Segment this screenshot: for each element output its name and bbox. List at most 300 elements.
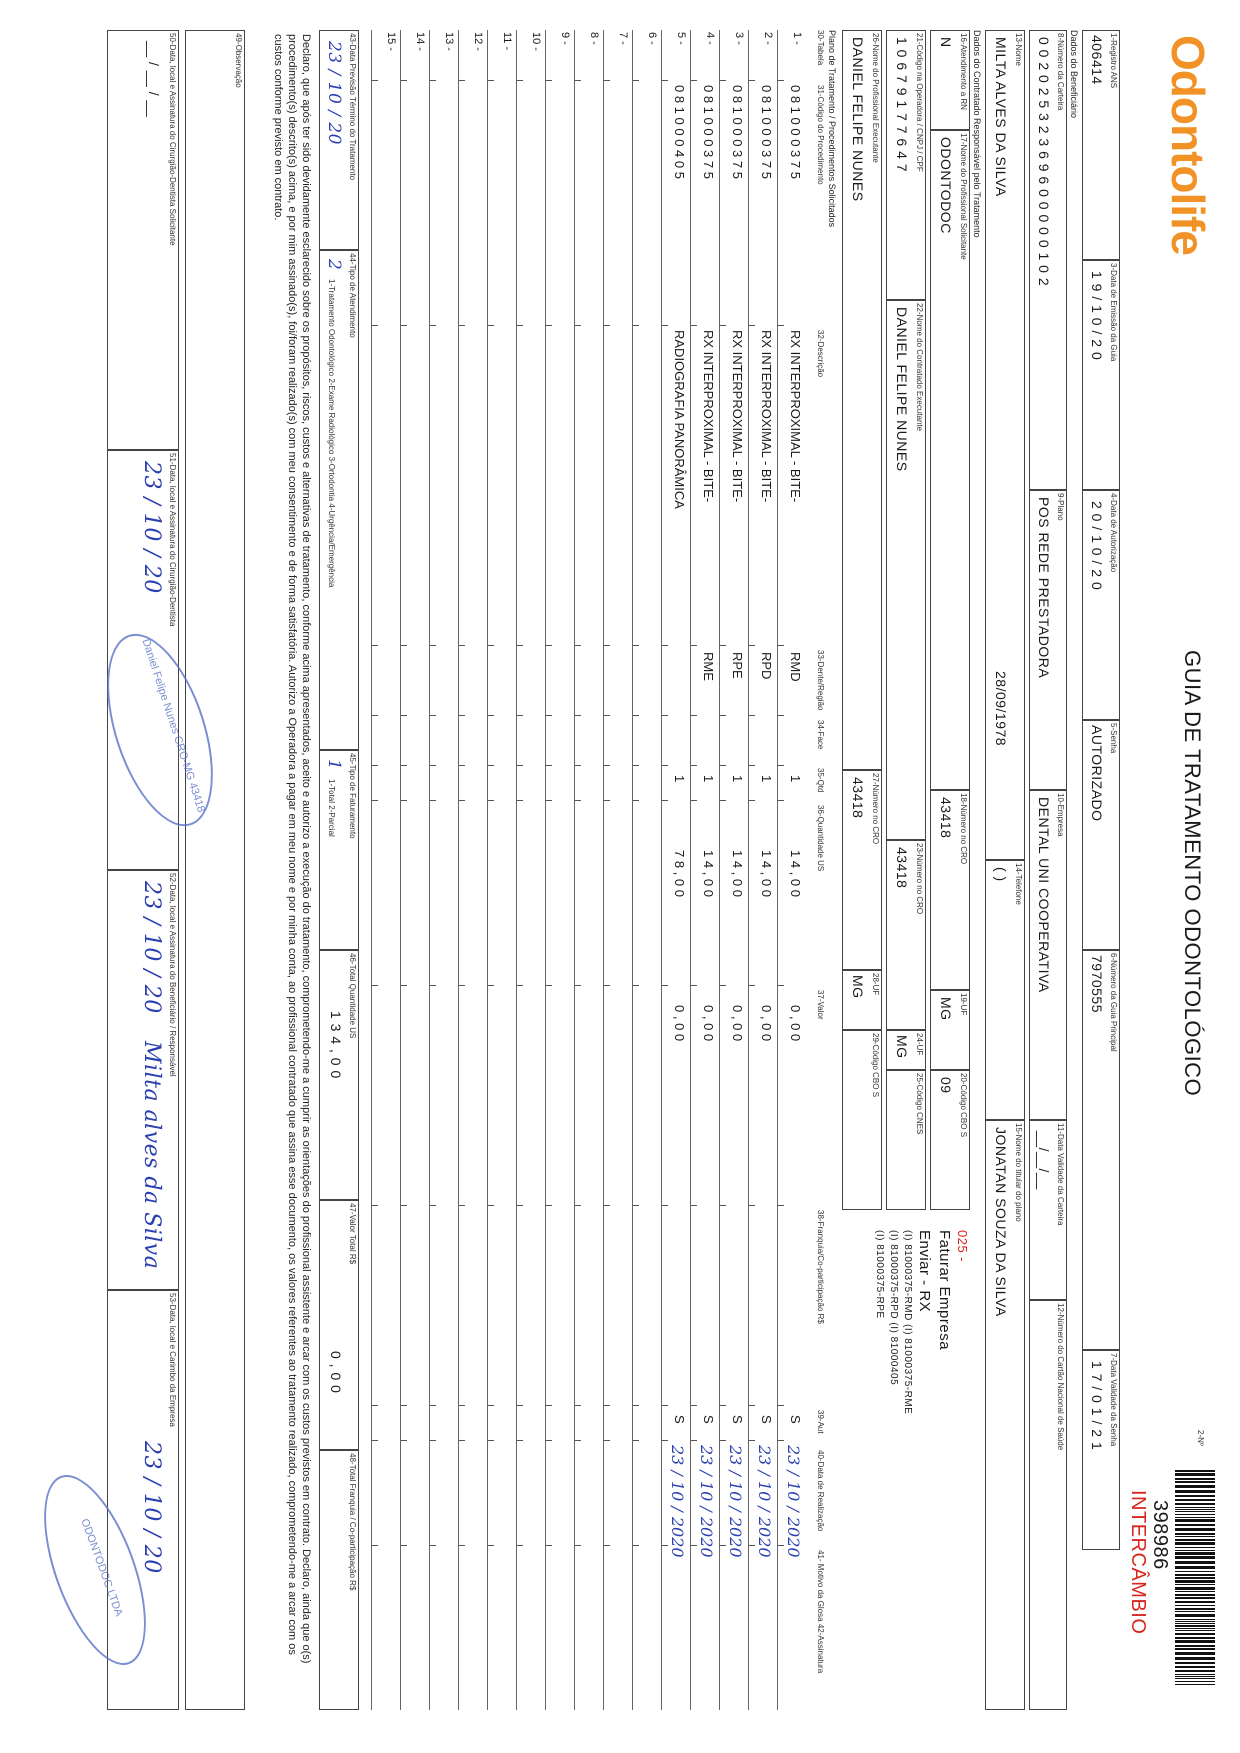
row-number: 14 -	[414, 32, 426, 51]
barcode-bar	[1175, 1574, 1215, 1576]
column-tick	[778, 1405, 784, 1406]
column-tick	[720, 800, 726, 801]
data-emissao-label: 3-Data de Emissão da Guia	[1109, 263, 1118, 362]
validade-senha-box	[1082, 1350, 1120, 1550]
profissional-solicitante-value: ODONTODOC	[938, 137, 954, 234]
column-tick	[691, 1205, 697, 1206]
column-tick	[546, 985, 552, 986]
data-nascimento: 28/09/1978	[993, 671, 1009, 747]
column-tick	[459, 1545, 465, 1546]
termino-box	[319, 30, 359, 250]
barcode-bar	[1175, 1684, 1215, 1685]
column-tick	[720, 645, 726, 646]
column-tick	[517, 985, 523, 986]
barcode	[1175, 1470, 1215, 1690]
column-tick	[430, 765, 436, 766]
cbo-solicitante-box	[930, 1070, 970, 1210]
cell-data: 23 / 10 / 2020	[784, 1445, 803, 1558]
termino-label: 43-Data Previsão Término do Tratamento	[348, 33, 357, 181]
validade-carteira-box	[1029, 1120, 1067, 1300]
barcode-bar	[1175, 1509, 1215, 1510]
barcode-bar	[1175, 1473, 1215, 1476]
column-tick	[459, 80, 465, 81]
barcode-bar	[1175, 1550, 1215, 1551]
barcode-bar	[1175, 1681, 1215, 1682]
column-tick	[662, 1205, 668, 1206]
column-tick	[459, 765, 465, 766]
column-tick	[749, 985, 755, 986]
barcode-bar	[1175, 1566, 1215, 1569]
column-tick	[401, 80, 407, 81]
column-tick	[633, 715, 639, 716]
cartao-nacional-label: 12-Número do Cartão Nacional de Saúde	[1056, 1303, 1065, 1451]
cell-aut: S	[701, 1415, 716, 1424]
column-tick	[633, 1405, 639, 1406]
uf-contratado-value: MG	[894, 1035, 910, 1059]
column-tick	[372, 715, 378, 716]
column-tick	[604, 800, 610, 801]
declaration-text: Declaro, que após ter sido devidamente esclarecido sobre os propósitos, riscos, custos e alternativas de tratamento, conforme acima apresentados, aceito e autorizo a execução do tratamento, comprometendo-me a cumprir as orientações do profissional assistente e arcar com os custos previstos em contrato. Declaro, ainda que o(s) procedimento(s) descrito(s) acima, e por mim assinado(s), foi/foram realizado(s) com meu consentimento e de forma satisfatória. Autorizo a Operadora a pagar em meu nome e por minha conta, ao profissional contratado que assina esse documento, os valores referentes ao tratamento realizado, comprometendo-me a arcar com os custos conforme previsto em contrato.	[272, 34, 312, 1664]
procedures-table	[367, 30, 807, 1710]
column-tick	[430, 985, 436, 986]
column-tick	[517, 800, 523, 801]
column-tick	[575, 1545, 581, 1546]
column-tick	[749, 765, 755, 766]
column-tick	[662, 645, 668, 646]
valor-total-value: 0 , 0 0	[328, 1351, 344, 1394]
column-tick	[488, 1405, 494, 1406]
column-tick	[372, 1545, 378, 1546]
column-tick	[372, 985, 378, 986]
column-tick	[517, 1440, 523, 1441]
barcode-bar	[1175, 1670, 1215, 1672]
row-number: 13 -	[443, 32, 455, 51]
profissional-executante-label: 26-Nome do Profissional Executante	[871, 33, 880, 163]
table-row	[400, 30, 430, 1710]
column-tick	[575, 80, 581, 81]
column-tick	[546, 1205, 552, 1206]
contratado-executante-label: 22-Nome do Contratado Executante	[915, 303, 924, 432]
column-tick	[749, 1440, 755, 1441]
column-tick	[546, 715, 552, 716]
barcode-bar	[1175, 1662, 1215, 1664]
barcode-bar	[1175, 1633, 1215, 1635]
tipo-atendimento-options: 1-Tratamento Odontológico 2-Exame Radiológico 3-Ortodontia 4-Urgência/Emergência	[327, 279, 336, 588]
codigo-operadora-box	[886, 30, 926, 300]
column-tick	[720, 765, 726, 766]
uf-executante-box	[842, 970, 882, 1030]
th-qtd-us: 36-Quantidade US	[816, 805, 825, 872]
profissional-executante-value: DANIEL FELIPE NUNES	[850, 37, 866, 202]
th-motivo-assinatura: 41- Motivo da Glosa 42-Assinatura	[816, 1550, 825, 1674]
assinatura-solicitante-label: 50-Data, local e Assinatura do Cirurgião-Dentista Solicitante	[168, 33, 177, 246]
barcode-bar	[1175, 1630, 1215, 1631]
column-tick	[430, 1545, 436, 1546]
column-tick	[401, 765, 407, 766]
table-row	[632, 30, 662, 1710]
copy-number-label: 2-Nº	[1196, 1430, 1205, 1446]
barcode-bar	[1175, 1605, 1215, 1606]
cbo-executante-box	[842, 1030, 882, 1210]
column-tick	[430, 325, 436, 326]
barcode-bar	[1175, 1601, 1215, 1603]
empresa-box	[1029, 790, 1067, 1120]
barcode-bar	[1175, 1533, 1215, 1535]
th-descricao: 32-Descrição	[816, 330, 825, 378]
barcode-bar	[1175, 1648, 1215, 1650]
column-tick	[401, 985, 407, 986]
column-tick	[575, 715, 581, 716]
th-aut: 39-Aut	[816, 1410, 825, 1434]
atendimento-rn-label: 16-Atendimento a RN	[959, 33, 968, 110]
cell-descricao: RX INTERPROXIMAL - BITE-	[701, 330, 716, 503]
cell-qtd: 1	[672, 775, 687, 783]
column-tick	[691, 80, 697, 81]
cell-aut: S	[788, 1415, 803, 1424]
column-tick	[604, 1545, 610, 1546]
column-tick	[401, 1545, 407, 1546]
barcode-bar	[1175, 1514, 1215, 1515]
cro-solicitante-box	[930, 790, 970, 990]
uf-solicitante-value: MG	[938, 997, 954, 1021]
column-tick	[517, 1545, 523, 1546]
senha-label: 5-Senha	[1109, 723, 1118, 754]
column-tick	[604, 765, 610, 766]
profissional-solicitante-label: 17-Nome do Profissional Solicitante	[959, 133, 968, 260]
barcode-bar	[1175, 1597, 1215, 1599]
cell-valor: 0 , 0 0	[701, 1005, 716, 1042]
column-tick	[633, 325, 639, 326]
column-tick	[778, 645, 784, 646]
cell-codigo: 0 8 1 0 0 0 3 7 5	[701, 85, 716, 179]
atendimento-rn-value: N	[938, 37, 954, 48]
column-tick	[575, 1440, 581, 1441]
column-tick	[662, 800, 668, 801]
column-tick	[401, 645, 407, 646]
data-autorizacao-box	[1082, 490, 1120, 720]
guia-principal-box	[1082, 950, 1120, 1350]
column-tick	[604, 715, 610, 716]
column-tick	[517, 325, 523, 326]
cell-dente: RME	[701, 652, 716, 681]
column-tick	[488, 1545, 494, 1546]
barcode-bar	[1175, 1536, 1215, 1537]
column-tick	[633, 645, 639, 646]
total-us-value: 1 3 4 , 0 0	[328, 1011, 344, 1079]
uf-solicitante-label: 19-UF	[959, 993, 968, 1016]
profissional-solicitante-box	[930, 130, 970, 790]
column-tick	[372, 1440, 378, 1441]
numero-carteira-value: 0 0 2 0 2 5 3 2 3 6 9 6 0 0 0 0 0 1 0 2	[1036, 37, 1052, 287]
column-tick	[517, 765, 523, 766]
cell-qtd-us: 1 4 , 0 0	[730, 850, 745, 897]
guia-principal-label: 6-Número da Guia Principal	[1109, 953, 1118, 1052]
barcode-bar	[1175, 1678, 1215, 1679]
table-row	[371, 30, 401, 1710]
barcode-bar	[1175, 1584, 1215, 1585]
odontolife-logo	[1161, 35, 1215, 255]
cell-qtd: 1	[759, 775, 774, 783]
barcode-bar	[1175, 1561, 1215, 1564]
titular-label: 15-Nome do titular do plano	[1014, 1123, 1023, 1222]
uf-executante-value: MG	[850, 975, 866, 999]
column-tick	[401, 1205, 407, 1206]
barcode-bar	[1175, 1517, 1215, 1518]
barcode-bar	[1175, 1499, 1215, 1501]
column-tick	[662, 985, 668, 986]
barcode-bar	[1175, 1542, 1215, 1545]
cell-descricao: RX INTERPROXIMAL - BITE-	[788, 330, 803, 503]
assinatura-solicitante-box	[107, 30, 179, 450]
column-tick	[401, 325, 407, 326]
table-row	[487, 30, 517, 1710]
column-tick	[720, 1405, 726, 1406]
column-tick	[633, 765, 639, 766]
column-tick	[546, 645, 552, 646]
plano-box	[1029, 490, 1067, 790]
th-data-realizacao: 40-Data de Realização	[816, 1450, 825, 1532]
tipo-faturamento-options: 1-Total 2-Parcial	[327, 779, 336, 837]
codigo-operadora-value: 1 0 6 7 9 1 7 7 6 4 7	[894, 37, 910, 173]
cbo-executante-label: 29-Código CBO S	[871, 1033, 880, 1098]
column-tick	[749, 715, 755, 716]
column-tick	[633, 80, 639, 81]
barcode-bar	[1175, 1587, 1215, 1590]
note-line-5: (I) 81000375-RPE	[874, 1230, 885, 1319]
column-tick	[633, 1205, 639, 1206]
column-tick	[575, 325, 581, 326]
cro-executante-label: 27-Número no CRO	[871, 773, 880, 845]
barcode-bar	[1175, 1552, 1215, 1555]
senha-value: AUTORIZADO	[1089, 725, 1105, 822]
registro-ans-label: 1-Registro ANS	[1109, 33, 1118, 89]
barcode-bar	[1175, 1470, 1215, 1472]
cell-codigo: 0 8 1 0 0 0 3 7 5	[759, 85, 774, 179]
column-tick	[459, 715, 465, 716]
table-row	[545, 30, 575, 1710]
column-tick	[517, 715, 523, 716]
telefone-box	[985, 860, 1025, 1120]
row-number: 10 -	[530, 32, 542, 51]
observacao-box	[185, 30, 245, 1710]
column-tick	[604, 985, 610, 986]
column-tick	[662, 325, 668, 326]
column-tick	[517, 645, 523, 646]
column-tick	[517, 1405, 523, 1406]
row-number: 7 -	[617, 32, 629, 45]
column-tick	[546, 800, 552, 801]
column-tick	[691, 1440, 697, 1441]
guia-principal-value: 7970555	[1089, 955, 1105, 1014]
column-tick	[546, 1545, 552, 1546]
logo-text: Odontolife	[1162, 35, 1214, 255]
column-tick	[546, 765, 552, 766]
cell-dente: RPE	[730, 652, 745, 679]
th-tabela: 30-Tabela	[816, 30, 825, 66]
column-tick	[604, 645, 610, 646]
column-tick	[430, 80, 436, 81]
assinatura-beneficiario-box	[107, 870, 179, 1290]
cell-valor: 0 , 0 0	[730, 1005, 745, 1042]
column-tick	[662, 1440, 668, 1441]
cell-qtd-us: 1 4 , 0 0	[701, 850, 716, 897]
column-tick	[778, 1545, 784, 1546]
carimbo-empresa-date: 23 / 10 / 20	[139, 1441, 164, 1574]
column-tick	[488, 800, 494, 801]
cell-aut: S	[730, 1415, 745, 1424]
codigo-operadora-label: 21-Código na Operadora / CNPJ / CPF	[915, 33, 924, 172]
cell-qtd: 1	[730, 775, 745, 783]
barcode-bar	[1175, 1608, 1215, 1610]
column-tick	[778, 800, 784, 801]
registro-ans-box	[1082, 30, 1120, 260]
column-tick	[430, 645, 436, 646]
barcode-bar	[1175, 1556, 1215, 1559]
barcode-bar	[1175, 1628, 1215, 1629]
total-us-box	[319, 950, 359, 1200]
column-tick	[778, 1205, 784, 1206]
termino-value: 23 / 10 / 20	[324, 41, 344, 145]
valor-total-box	[319, 1200, 359, 1450]
column-tick	[778, 985, 784, 986]
dentist-stamp-text: Daniel Felipe Nunes CRO-MG 43418	[139, 637, 208, 814]
uf-executante-label: 28-UF	[871, 973, 880, 996]
th-valor: 37-Valor	[816, 990, 825, 1020]
cell-descricao: RX INTERPROXIMAL - BITE-	[759, 330, 774, 503]
tipo-atendimento-box	[319, 250, 359, 750]
column-tick	[575, 800, 581, 801]
titular-box	[985, 1120, 1025, 1710]
row-number: 11 -	[501, 32, 513, 51]
column-tick	[604, 1405, 610, 1406]
cell-qtd-us: 1 4 , 0 0	[759, 850, 774, 897]
empresa-label: 10-Empresa	[1056, 793, 1065, 837]
cell-dente: RPD	[759, 652, 774, 680]
column-tick	[662, 80, 668, 81]
barcode-bar	[1175, 1640, 1215, 1643]
row-number: 15 -	[385, 32, 397, 51]
validade-senha-label: 7-Data Validade da Senha	[1109, 1353, 1118, 1447]
observacao-label: 49-Observação	[234, 33, 243, 88]
table-row	[777, 30, 807, 1710]
cell-data: 23 / 10 / 2020	[697, 1445, 716, 1558]
column-tick	[372, 645, 378, 646]
row-number: 9 -	[559, 32, 571, 45]
column-tick	[430, 800, 436, 801]
validade-carteira-label: 11-Data Validade da Carteira	[1056, 1123, 1065, 1226]
barcode-bar	[1175, 1507, 1215, 1508]
validade-senha-value: 1 7 / 0 1 / 2 1	[1089, 1361, 1105, 1451]
th-qtd: 35-Qtd	[816, 768, 825, 793]
th-face: 34-Face	[816, 720, 825, 750]
uf-solicitante-box	[930, 990, 970, 1070]
column-tick	[372, 765, 378, 766]
th-dente: 33-Dente/Região	[816, 650, 825, 711]
barcode-bar	[1175, 1485, 1215, 1488]
column-tick	[488, 1440, 494, 1441]
column-tick	[604, 325, 610, 326]
column-tick	[430, 1440, 436, 1441]
guide-type: INTERCÂMBIO	[1127, 1490, 1149, 1635]
column-tick	[575, 985, 581, 986]
column-tick	[488, 325, 494, 326]
cell-data: 23 / 10 / 2020	[755, 1445, 774, 1558]
nome-label: 13-Nome	[1014, 33, 1023, 66]
barcode-bar	[1175, 1657, 1215, 1660]
barcode-bar	[1175, 1625, 1215, 1627]
valor-total-label: 47-Valor Total R$	[348, 1203, 357, 1265]
tipo-atendimento-label: 44-Tipo de Atendimento	[348, 253, 357, 338]
column-tick	[488, 715, 494, 716]
column-tick	[459, 1440, 465, 1441]
column-tick	[575, 645, 581, 646]
tipo-faturamento-label: 45-Tipo de Faturamento	[348, 753, 357, 839]
column-tick	[749, 325, 755, 326]
empresa-value: DENTAL UNI COOPERATIVA	[1036, 797, 1052, 993]
cro-solicitante-label: 18-Número no CRO	[959, 793, 968, 865]
barcode-bar	[1175, 1591, 1215, 1592]
column-tick	[662, 1545, 668, 1546]
data-emissao-box	[1082, 260, 1120, 490]
column-tick	[401, 800, 407, 801]
column-tick	[691, 1405, 697, 1406]
table-row	[719, 30, 749, 1710]
barcode-bar	[1175, 1495, 1215, 1497]
column-tick	[778, 325, 784, 326]
table-row	[603, 30, 633, 1710]
column-tick	[459, 645, 465, 646]
column-tick	[372, 80, 378, 81]
th-codigo: 31-Código do Procedimento	[816, 85, 825, 185]
column-tick	[633, 1545, 639, 1546]
column-tick	[488, 80, 494, 81]
numero-carteira-box	[1029, 30, 1067, 490]
nome-value: MILTA ALVES DA SILVA	[993, 37, 1009, 197]
column-tick	[691, 325, 697, 326]
table-row	[574, 30, 604, 1710]
barcode-bar	[1175, 1594, 1215, 1596]
row-number: 12 -	[472, 32, 484, 51]
column-tick	[604, 1205, 610, 1206]
column-tick	[691, 715, 697, 716]
column-tick	[459, 1405, 465, 1406]
table-row	[458, 30, 488, 1710]
barcode-bar	[1175, 1614, 1215, 1617]
beneficiario-signature: Milta alves da Silva	[139, 1041, 164, 1270]
barcode-bar	[1175, 1511, 1215, 1512]
senha-box	[1082, 720, 1120, 950]
assinatura-beneficiario-label: 52-Data, local e Assinatura do Beneficiário / Responsável	[168, 873, 177, 1077]
cell-data: 23 / 10 / 2020	[726, 1445, 745, 1558]
validade-carteira-value: __/__/__	[1036, 1131, 1052, 1190]
column-tick	[749, 1545, 755, 1546]
column-tick	[720, 325, 726, 326]
column-tick	[401, 1405, 407, 1406]
barcode-bar	[1175, 1666, 1215, 1668]
barcode-bar	[1175, 1503, 1215, 1505]
total-franquia-box	[319, 1450, 359, 1710]
column-tick	[546, 80, 552, 81]
row-number: 3 -	[733, 32, 745, 45]
column-tick	[720, 985, 726, 986]
assinatura-solicitante-value: __ / __ / __	[146, 41, 162, 118]
column-tick	[546, 1440, 552, 1441]
tipo-faturamento-box	[319, 750, 359, 950]
column-tick	[430, 1405, 436, 1406]
row-number: 4 -	[704, 32, 716, 45]
cnes-box	[886, 1070, 926, 1210]
cell-valor: 0 , 0 0	[788, 1005, 803, 1042]
